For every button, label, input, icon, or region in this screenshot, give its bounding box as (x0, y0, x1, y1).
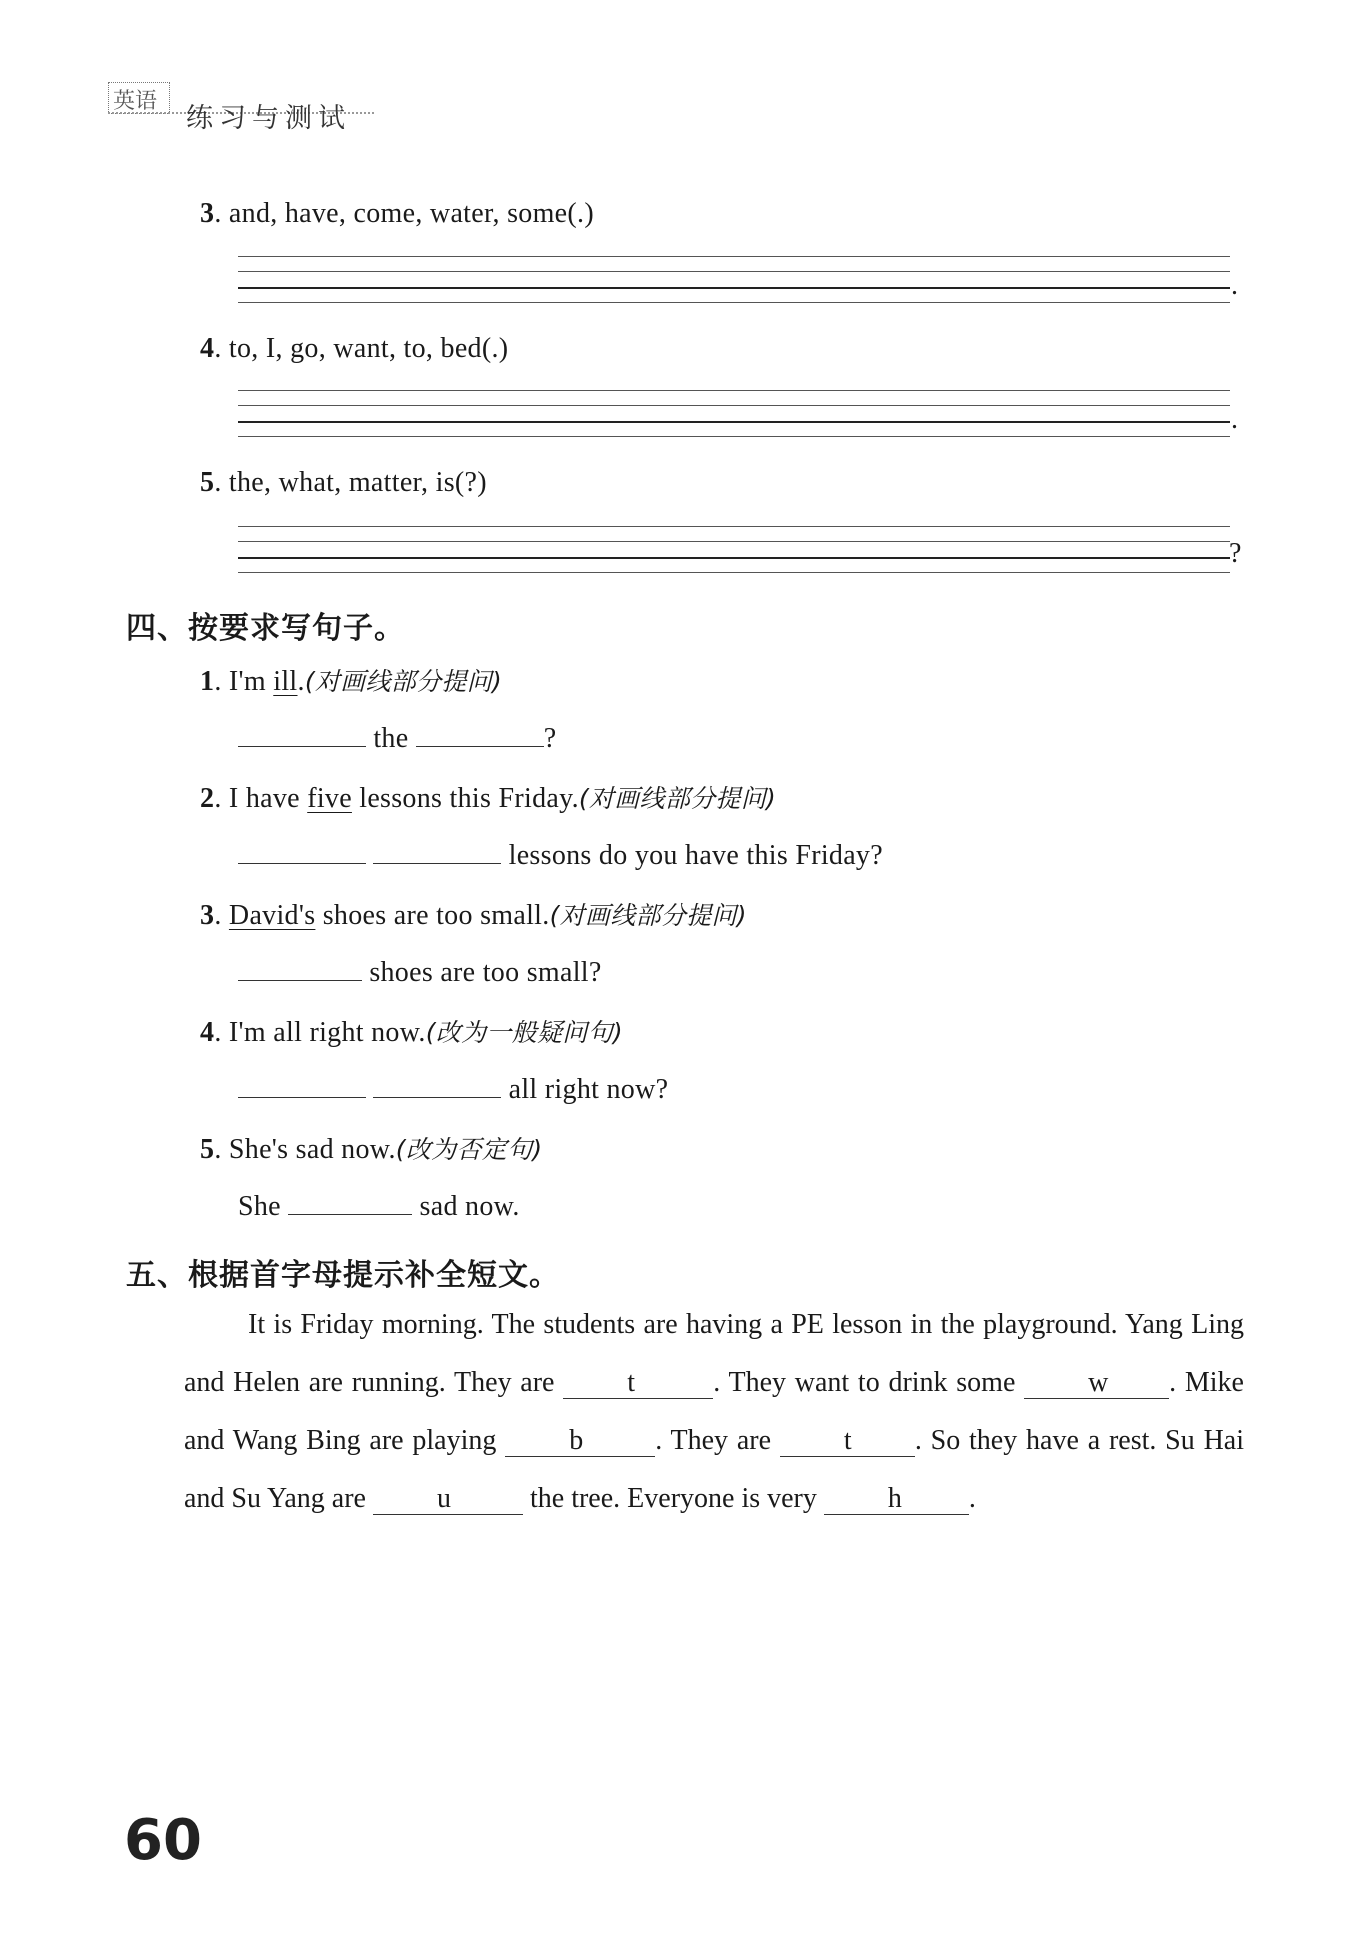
rewrite-item-2: 2. I have five lessons this Friday.(对画线部分提问) (200, 783, 777, 814)
instruction: (改为否定句) (395, 1135, 543, 1164)
cloze-blank[interactable]: b (505, 1426, 655, 1457)
subject-label: 英语 (113, 89, 158, 114)
answer-blank[interactable] (238, 720, 366, 747)
answer-blank[interactable] (416, 720, 544, 747)
item-number: 3 (200, 198, 215, 229)
book-title: 练习与测试 (186, 103, 351, 134)
item-words: . the, what, matter, is(?) (214, 467, 487, 498)
writing-lines[interactable] (238, 526, 1230, 572)
instruction: (改为一般疑问句) (425, 1018, 623, 1047)
section-4-title: 四、按要求写句子。 (126, 611, 405, 646)
reorder-item-3 (200, 198, 594, 230)
answer-line-3: shoes are too small? (238, 954, 602, 989)
reorder-item-5 (200, 467, 487, 499)
cloze-blank[interactable]: u (373, 1484, 523, 1515)
answer-blank[interactable] (238, 837, 366, 864)
answer-line-1: the ? (238, 720, 556, 755)
item-number: 4 (200, 333, 215, 364)
rewrite-item-1: 1. I'm ill.(对画线部分提问) (200, 666, 503, 697)
instruction: (对画线部分提问) (578, 784, 777, 813)
rewrite-item-4: 4. I'm all right now.(改为一般疑问句) (200, 1017, 623, 1048)
end-mark: . (1231, 404, 1238, 435)
answer-blank[interactable] (238, 1071, 366, 1098)
reorder-item-4 (200, 333, 508, 365)
section-5-title: 五、根据首字母提示补全短文。 (126, 1258, 560, 1293)
rewrite-item-3: 3. David's shoes are too small.(对画线部分提问) (200, 900, 747, 931)
rewrite-item-5: 5. She's sad now.(改为否定句) (200, 1134, 543, 1165)
answer-line-4: all right now? (238, 1071, 668, 1106)
instruction: (对画线部分提问) (304, 667, 503, 696)
answer-blank[interactable] (373, 1071, 501, 1098)
end-mark: . (1231, 270, 1238, 301)
answer-line-2: lessons do you have this Friday? (238, 837, 883, 872)
cloze-blank[interactable]: t (563, 1368, 713, 1399)
writing-lines[interactable] (238, 256, 1230, 302)
item-words: . and, have, come, water, some(.) (214, 198, 594, 229)
cloze-blank[interactable]: w (1024, 1368, 1169, 1399)
answer-blank[interactable] (288, 1188, 412, 1215)
cloze-blank[interactable]: t (780, 1426, 915, 1457)
cloze-blank[interactable]: h (824, 1484, 969, 1515)
answer-blank[interactable] (238, 954, 362, 981)
cloze-passage: It is Friday morning. The students are having a PE lesson in the playground. Yang Ling and Helen are running. They are t . They want to drink some w . Mike and Wang Bing are playing b . They are t . So they have a rest. Su Hai and Su Yang are u the tree. Everyone is very h . (184, 1309, 1244, 1514)
end-mark: ? (1229, 538, 1242, 569)
answer-line-5: She sad now. (238, 1188, 520, 1223)
underlined-word: ill (273, 666, 298, 697)
underlined-word: five (307, 783, 352, 814)
item-words: . to, I, go, want, to, bed(.) (214, 333, 509, 364)
item-number: 5 (200, 467, 215, 498)
writing-lines[interactable] (238, 390, 1230, 436)
underlined-word: David's (228, 900, 316, 931)
page-number: 60 (124, 1808, 202, 1873)
answer-blank[interactable] (373, 837, 501, 864)
instruction: (对画线部分提问) (549, 901, 747, 930)
